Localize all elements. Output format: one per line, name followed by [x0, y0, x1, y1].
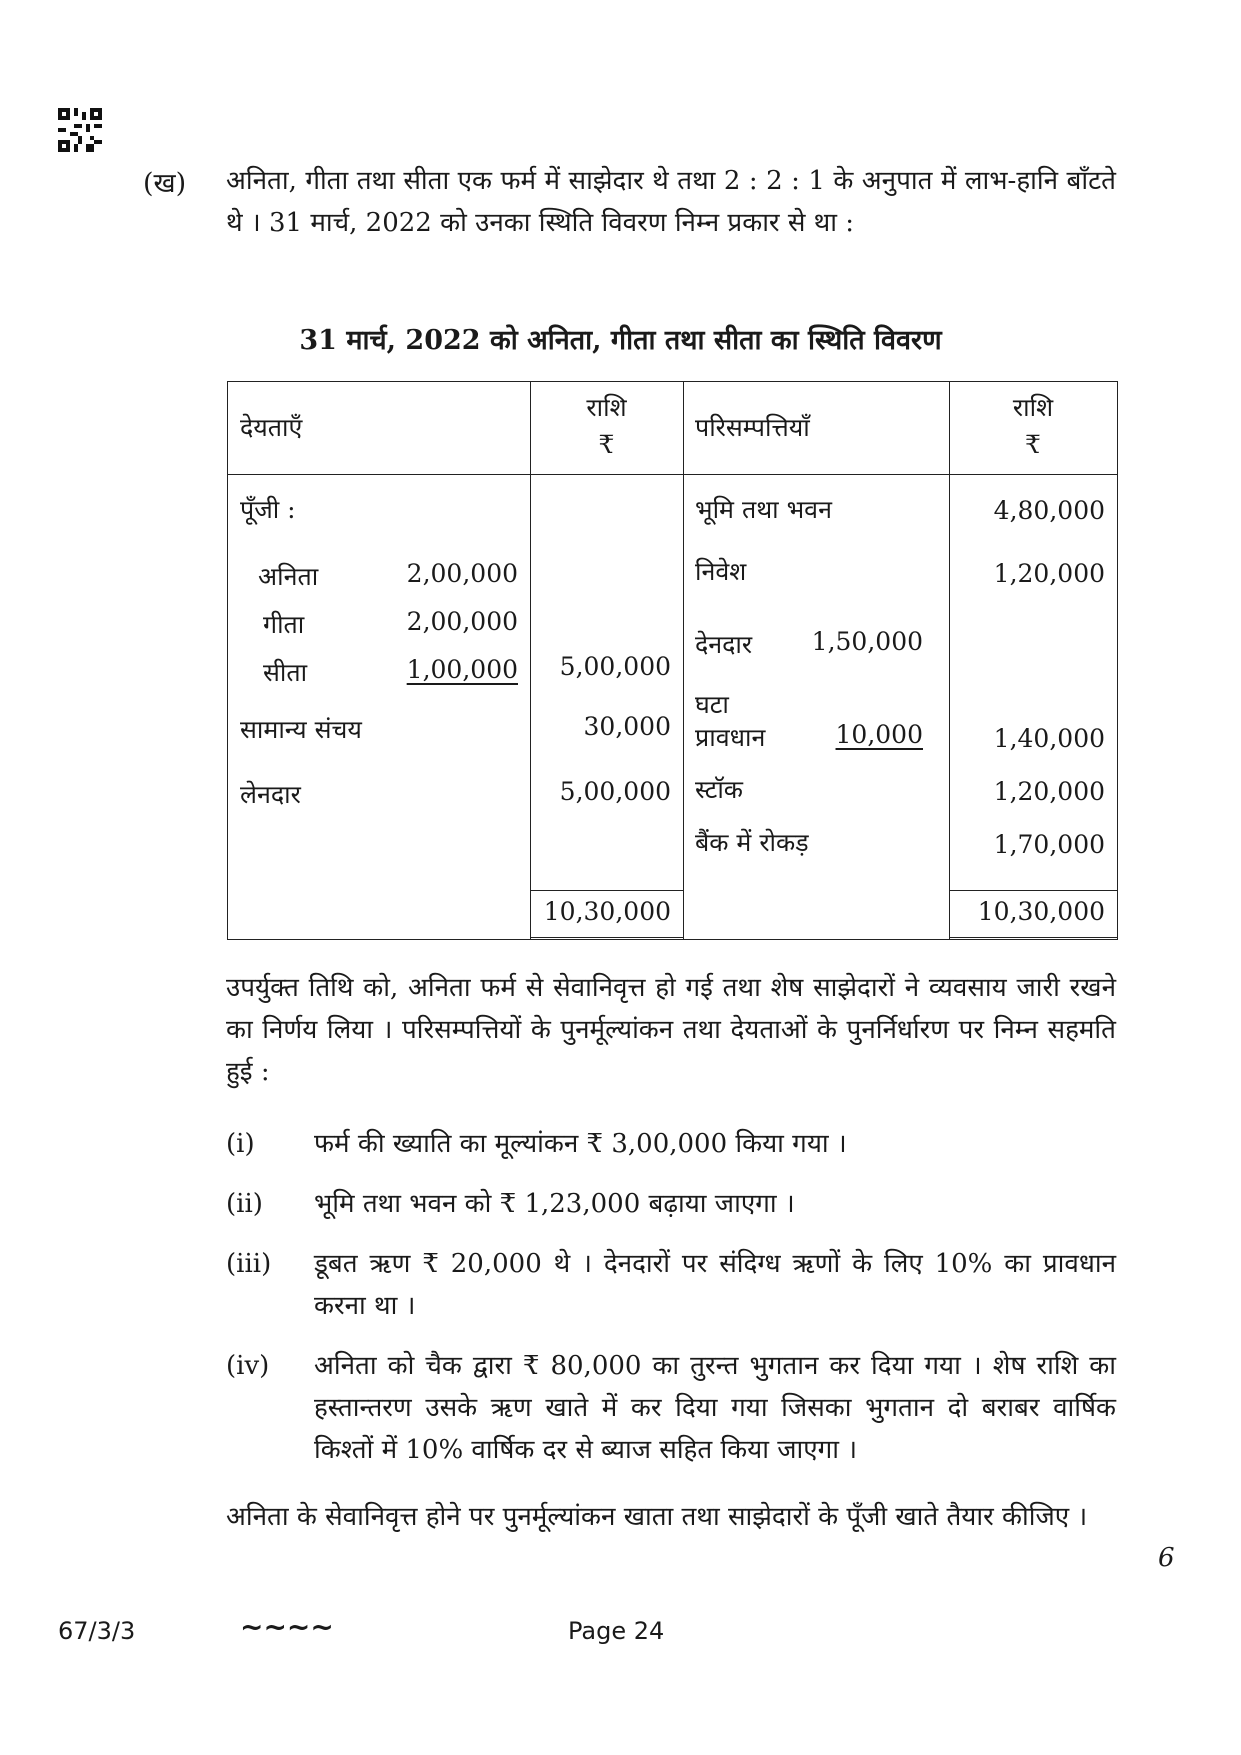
land-building-label: भूमि तथा भवन: [695, 495, 832, 524]
capital-total: 5,00,000: [559, 652, 671, 681]
provision-amount: 10,000: [835, 720, 923, 749]
marks: 6: [1158, 1543, 1175, 1573]
cash-bank-label: बैंक में रोकड़: [695, 828, 809, 857]
header-currency-liabilities: ₹: [598, 430, 615, 459]
partner-name-seeta: सीता: [263, 658, 308, 687]
item-text: फर्म की ख्याति का मूल्यांकन ₹ 3,00,000 किया गया ।: [314, 1129, 847, 1159]
net-debtors-amount: 1,40,000: [993, 724, 1105, 753]
after-text: उपर्युक्त तिथि को, अनिता फर्म से सेवानिवृत्त हो गई तथा शेष साझेदारों ने व्यवसाय जारी रखने का निर्णय लिया । परिसम्पत्तियों के पुनर्मूल्यांकन तथा देयताओं के पुनर्निर्धारण पर निम्न सहमति हुई :: [226, 973, 1116, 1087]
item-number: (iv): [226, 1351, 270, 1381]
header-currency-assets: ₹: [1025, 430, 1041, 459]
item-text: डूबत ऋण ₹ 20,000 थे । देनदारों पर संदिग्ध ऋणों के लिए 10% का प्रावधान करना था ।: [314, 1249, 1116, 1321]
header-assets: परिसम्पत्तियाँ: [695, 413, 810, 442]
item-number: (ii): [226, 1189, 263, 1219]
partner-capital-seeta: 1,00,000: [406, 655, 518, 684]
assets-total: 10,30,000: [977, 897, 1105, 926]
creditors-amount: 5,00,000: [559, 777, 671, 806]
partner-name-geeta: गीता: [263, 610, 305, 639]
debtors-amount: 1,50,000: [811, 627, 923, 656]
partner-capital-geeta: 2,00,000: [406, 607, 518, 636]
investments-label: निवेश: [695, 557, 747, 586]
question-label: (ख): [143, 168, 187, 199]
cash-bank-amount: 1,70,000: [993, 830, 1105, 859]
balance-sheet-table: [227, 381, 1118, 940]
item-number: (iii): [226, 1249, 272, 1279]
debtors-label: देनदार: [695, 630, 753, 659]
investments-amount: 1,20,000: [993, 559, 1105, 588]
liabilities-total: 10,30,000: [543, 897, 671, 926]
creditors-label: लेनदार: [240, 780, 301, 809]
qr-code-icon: [58, 108, 102, 152]
header-amount-liabilities: राशि: [586, 393, 627, 422]
item-text: भूमि तथा भवन को ₹ 1,23,000 बढ़ाया जाएगा ।: [314, 1189, 795, 1219]
item-number: (i): [226, 1129, 255, 1159]
stock-label: स्टॉक: [695, 775, 744, 804]
header-amount-assets: राशि: [1012, 393, 1054, 422]
paper-code: 67/3/3: [58, 1617, 136, 1645]
partner-name-anita: अनिता: [258, 562, 319, 591]
footer-wave: ~~~~: [240, 1610, 334, 1643]
table-title: 31 मार्च, 2022 को अनिता, गीता तथा सीता का स्थिति विवरण: [299, 325, 942, 356]
stock-amount: 1,20,000: [993, 777, 1105, 806]
capital-label: पूँजी :: [240, 495, 296, 524]
page-number: Page 24: [568, 1617, 665, 1645]
land-building-amount: 4,80,000: [993, 496, 1105, 525]
general-reserve-amount: 30,000: [583, 712, 671, 741]
final-instruction: अनिता के सेवानिवृत्त होने पर पुनर्मूल्यांकन खाता तथा साझेदारों के पूँजी खाते तैयार कीजिए ।: [226, 1502, 1088, 1532]
item-text: अनिता को चैक द्वारा ₹ 80,000 का तुरन्त भुगतान कर दिया गया । शेष राशि का हस्तान्तरण उसके ऋण खाते में कर दिया गया जिसका भुगतान दो बराबर वार्षिक किश्तों में 10% वार्षिक दर से ब्याज सहित किया जाएगा ।: [314, 1351, 1116, 1465]
provision-label: प्रावधान: [695, 723, 766, 752]
header-liabilities: देयताएँ: [240, 413, 303, 442]
general-reserve-label: सामान्य संचय: [240, 715, 362, 744]
question-intro: अनिता, गीता तथा सीता एक फर्म में साझेदार थे तथा 2 : 2 : 1 के अनुपात में लाभ-हानि बाँटते थे । 31 मार्च, 2022 को उनका स्थिति विवरण निम्न प्रकार से था :: [226, 166, 1116, 238]
provision-less-label: घटा: [695, 690, 729, 719]
partner-capital-anita: 2,00,000: [406, 559, 518, 588]
